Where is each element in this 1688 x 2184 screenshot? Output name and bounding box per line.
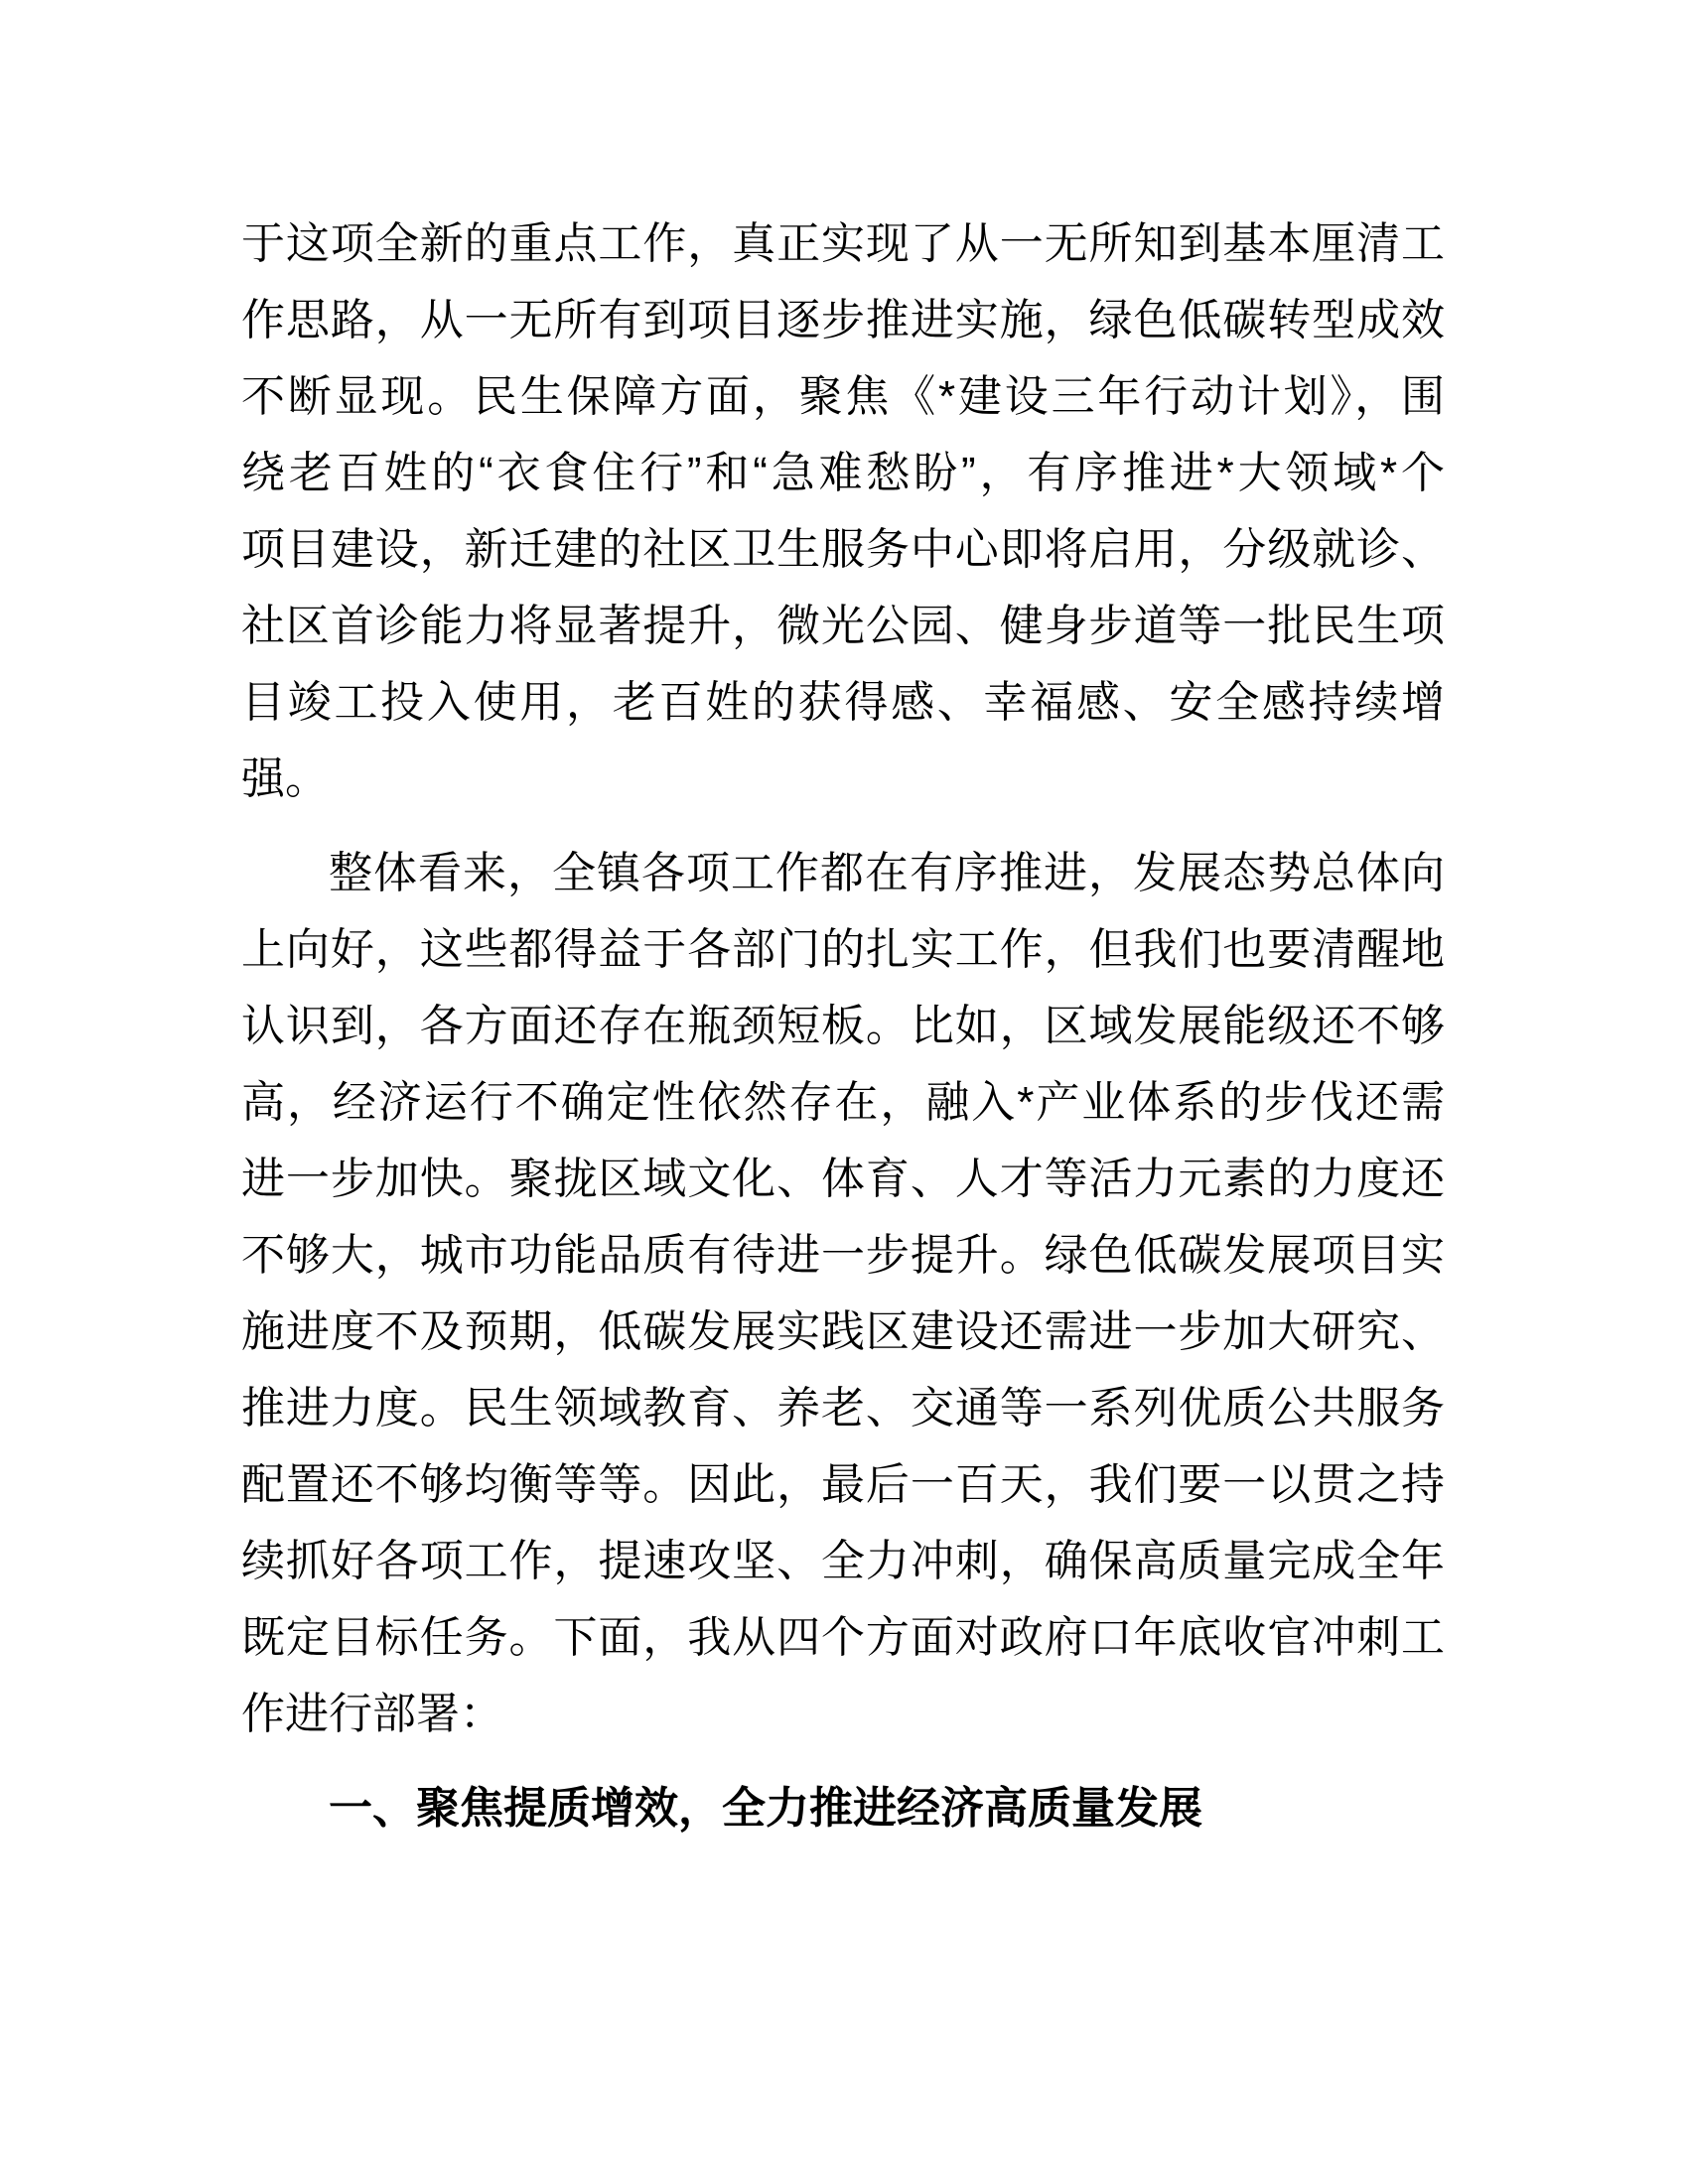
text-line: 作思路，从一无所有到项目逐步推进实施，绿色低碳转型成效 bbox=[241, 296, 1445, 344]
text-line: 不断显现。民生保障方面，聚焦《*建设三年行动计划》，围 bbox=[241, 372, 1445, 421]
paragraph bbox=[241, 205, 1445, 817]
text-line: 项目建设，新迁建的社区卫生服务中心即将启用，分级就诊、 bbox=[241, 525, 1445, 574]
text-line: 目竣工投入使用，老百姓的获得感、幸福感、安全感持续增 bbox=[241, 678, 1445, 727]
text-line: 配置还不够均衡等等。因此，最后一百天，我们要一以贯之持 bbox=[241, 1460, 1445, 1509]
text-line: 不够大，城市功能品质有待进一步提升。绿色低碳发展项目实 bbox=[241, 1231, 1445, 1280]
text-line: 作进行部署： bbox=[241, 1690, 503, 1738]
text-line: 认识到，各方面还存在瓶颈短板。比如，区域发展能级还不够 bbox=[241, 1002, 1445, 1050]
text-line: 推进力度。民生领域教育、养老、交通等一系列优质公共服务 bbox=[241, 1384, 1445, 1433]
text-line: 上向好，这些都得益于各部门的扎实工作，但我们也要清醒地 bbox=[241, 925, 1445, 974]
text-line: 进一步加快。聚拢区域文化、体育、人才等活力元素的力度还 bbox=[241, 1155, 1445, 1203]
text-line: 于这项全新的重点工作，真正实现了从一无所知到基本厘清工 bbox=[241, 219, 1445, 268]
text-line: 续抓好各项工作，提速攻坚、全力冲刺，确保高质量完成全年 bbox=[241, 1537, 1445, 1585]
section-heading bbox=[241, 1770, 1445, 1846]
document-content bbox=[241, 205, 1445, 1846]
text-line: 既定目标任务。下面，我从四个方面对政府口年底收官冲刺工 bbox=[241, 1613, 1445, 1662]
text-line: 强。 bbox=[241, 754, 329, 803]
text-line: 施进度不及预期，低碳发展实践区建设还需进一步加大研究、 bbox=[241, 1307, 1445, 1356]
heading-text-line: 一、聚焦提质增效，全力推进经济高质量发展 bbox=[329, 1784, 1202, 1833]
text-line: 社区首诊能力将显著提升，微光公园、健身步道等一批民生项 bbox=[241, 602, 1445, 650]
text-line: 高，经济运行不确定性依然存在，融入*产业体系的步伐还需 bbox=[241, 1078, 1445, 1127]
text-line: 整体看来，全镇各项工作都在有序推进，发展态势总体向 bbox=[329, 849, 1445, 897]
text-line: 绕老百姓的“衣食住行”和“急难愁盼”，有序推进*大领域*个 bbox=[241, 449, 1445, 497]
paragraph bbox=[241, 835, 1445, 1752]
